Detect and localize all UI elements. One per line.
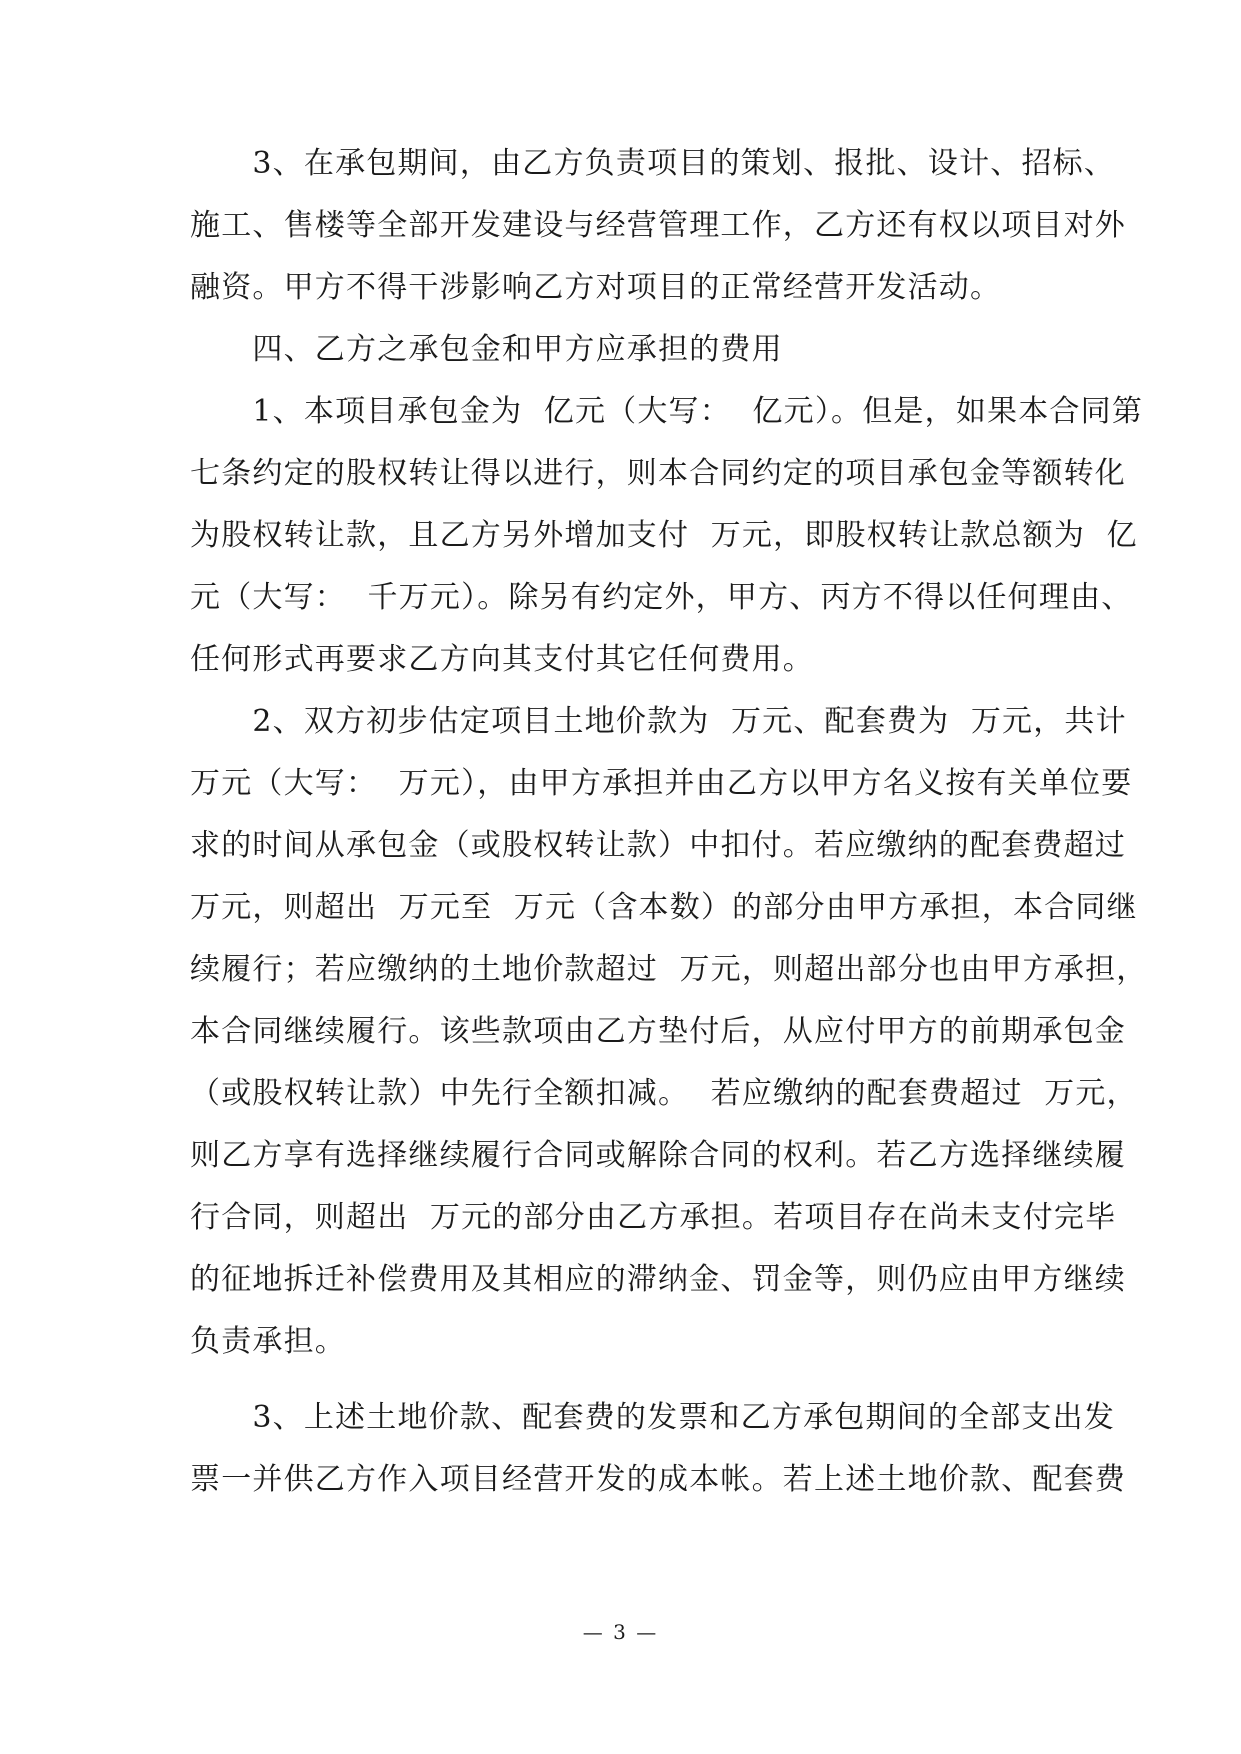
text-line: 2、双方初步估定项目土地价款为 万元、配套费为 万元，共计 [190, 704, 1127, 739]
text-line: 万元，则超出 万元至 万元（含本数）的部分由甲方承担，本合同继 [190, 890, 1138, 925]
text-line: 七条约定的股权转让得以进行，则本合同约定的项目承包金等额转化 [190, 456, 1126, 491]
text-line: 施工、售楼等全部开发建设与经营管理工作，乙方还有权以项目对外 [190, 208, 1126, 243]
text-line: 1、本项目承包金为 亿元（大写： 亿元）。但是，如果本合同第 [190, 394, 1144, 429]
text-line: 行合同，则超出 万元的部分由乙方承担。若项目存在尚未支付完毕 [190, 1200, 1117, 1235]
text-line: 为股权转让款，且乙方另外增加支付 万元，即股权转让款总额为 亿 [190, 518, 1138, 553]
text-line: 本合同继续履行。该些款项由乙方垫付后，从应付甲方的前期承包金 [190, 1014, 1126, 1049]
text-line: 万元（大写： 万元），由甲方承担并由乙方以甲方名义按有关单位要 [190, 766, 1133, 801]
text-line: 3、在承包期间，由乙方负责项目的策划、报批、设计、招标、 [190, 146, 1116, 181]
text-line: 元（大写： 千万元）。除另有约定外，甲方、丙方不得以任何理由、 [190, 580, 1133, 615]
text-line: 求的时间从承包金（或股权转让款）中扣付。若应缴纳的配套费超过 [190, 828, 1126, 863]
text-line: 任何形式再要求乙方向其支付其它任何费用。 [190, 642, 814, 677]
page-number: — 3 — [582, 1620, 659, 1644]
text-line: 续履行；若应缴纳的土地价款超过 万元，则超出部分也由甲方承担， [190, 952, 1148, 987]
text-line: 融资。甲方不得干涉影响乙方对项目的正常经营开发活动。 [190, 270, 1002, 305]
text-line: 负责承担。 [190, 1324, 346, 1359]
text-line: 的征地拆迁补偿费用及其相应的滞纳金、罚金等，则仍应由甲方继续 [190, 1262, 1126, 1297]
text-line: 则乙方享有选择继续履行合同或解除合同的权利。若乙方选择继续履 [190, 1138, 1126, 1173]
section-heading: 四、乙方之承包金和甲方应承担的费用 [190, 332, 783, 367]
text-line: 3、上述土地价款、配套费的发票和乙方承包期间的全部支出发 [190, 1400, 1116, 1435]
text-line: 票一并供乙方作入项目经营开发的成本帐。若上述土地价款、配套费 [190, 1462, 1126, 1497]
text-line: （或股权转让款）中先行全额扣减。 若应缴纳的配套费超过 万元， [190, 1076, 1138, 1111]
